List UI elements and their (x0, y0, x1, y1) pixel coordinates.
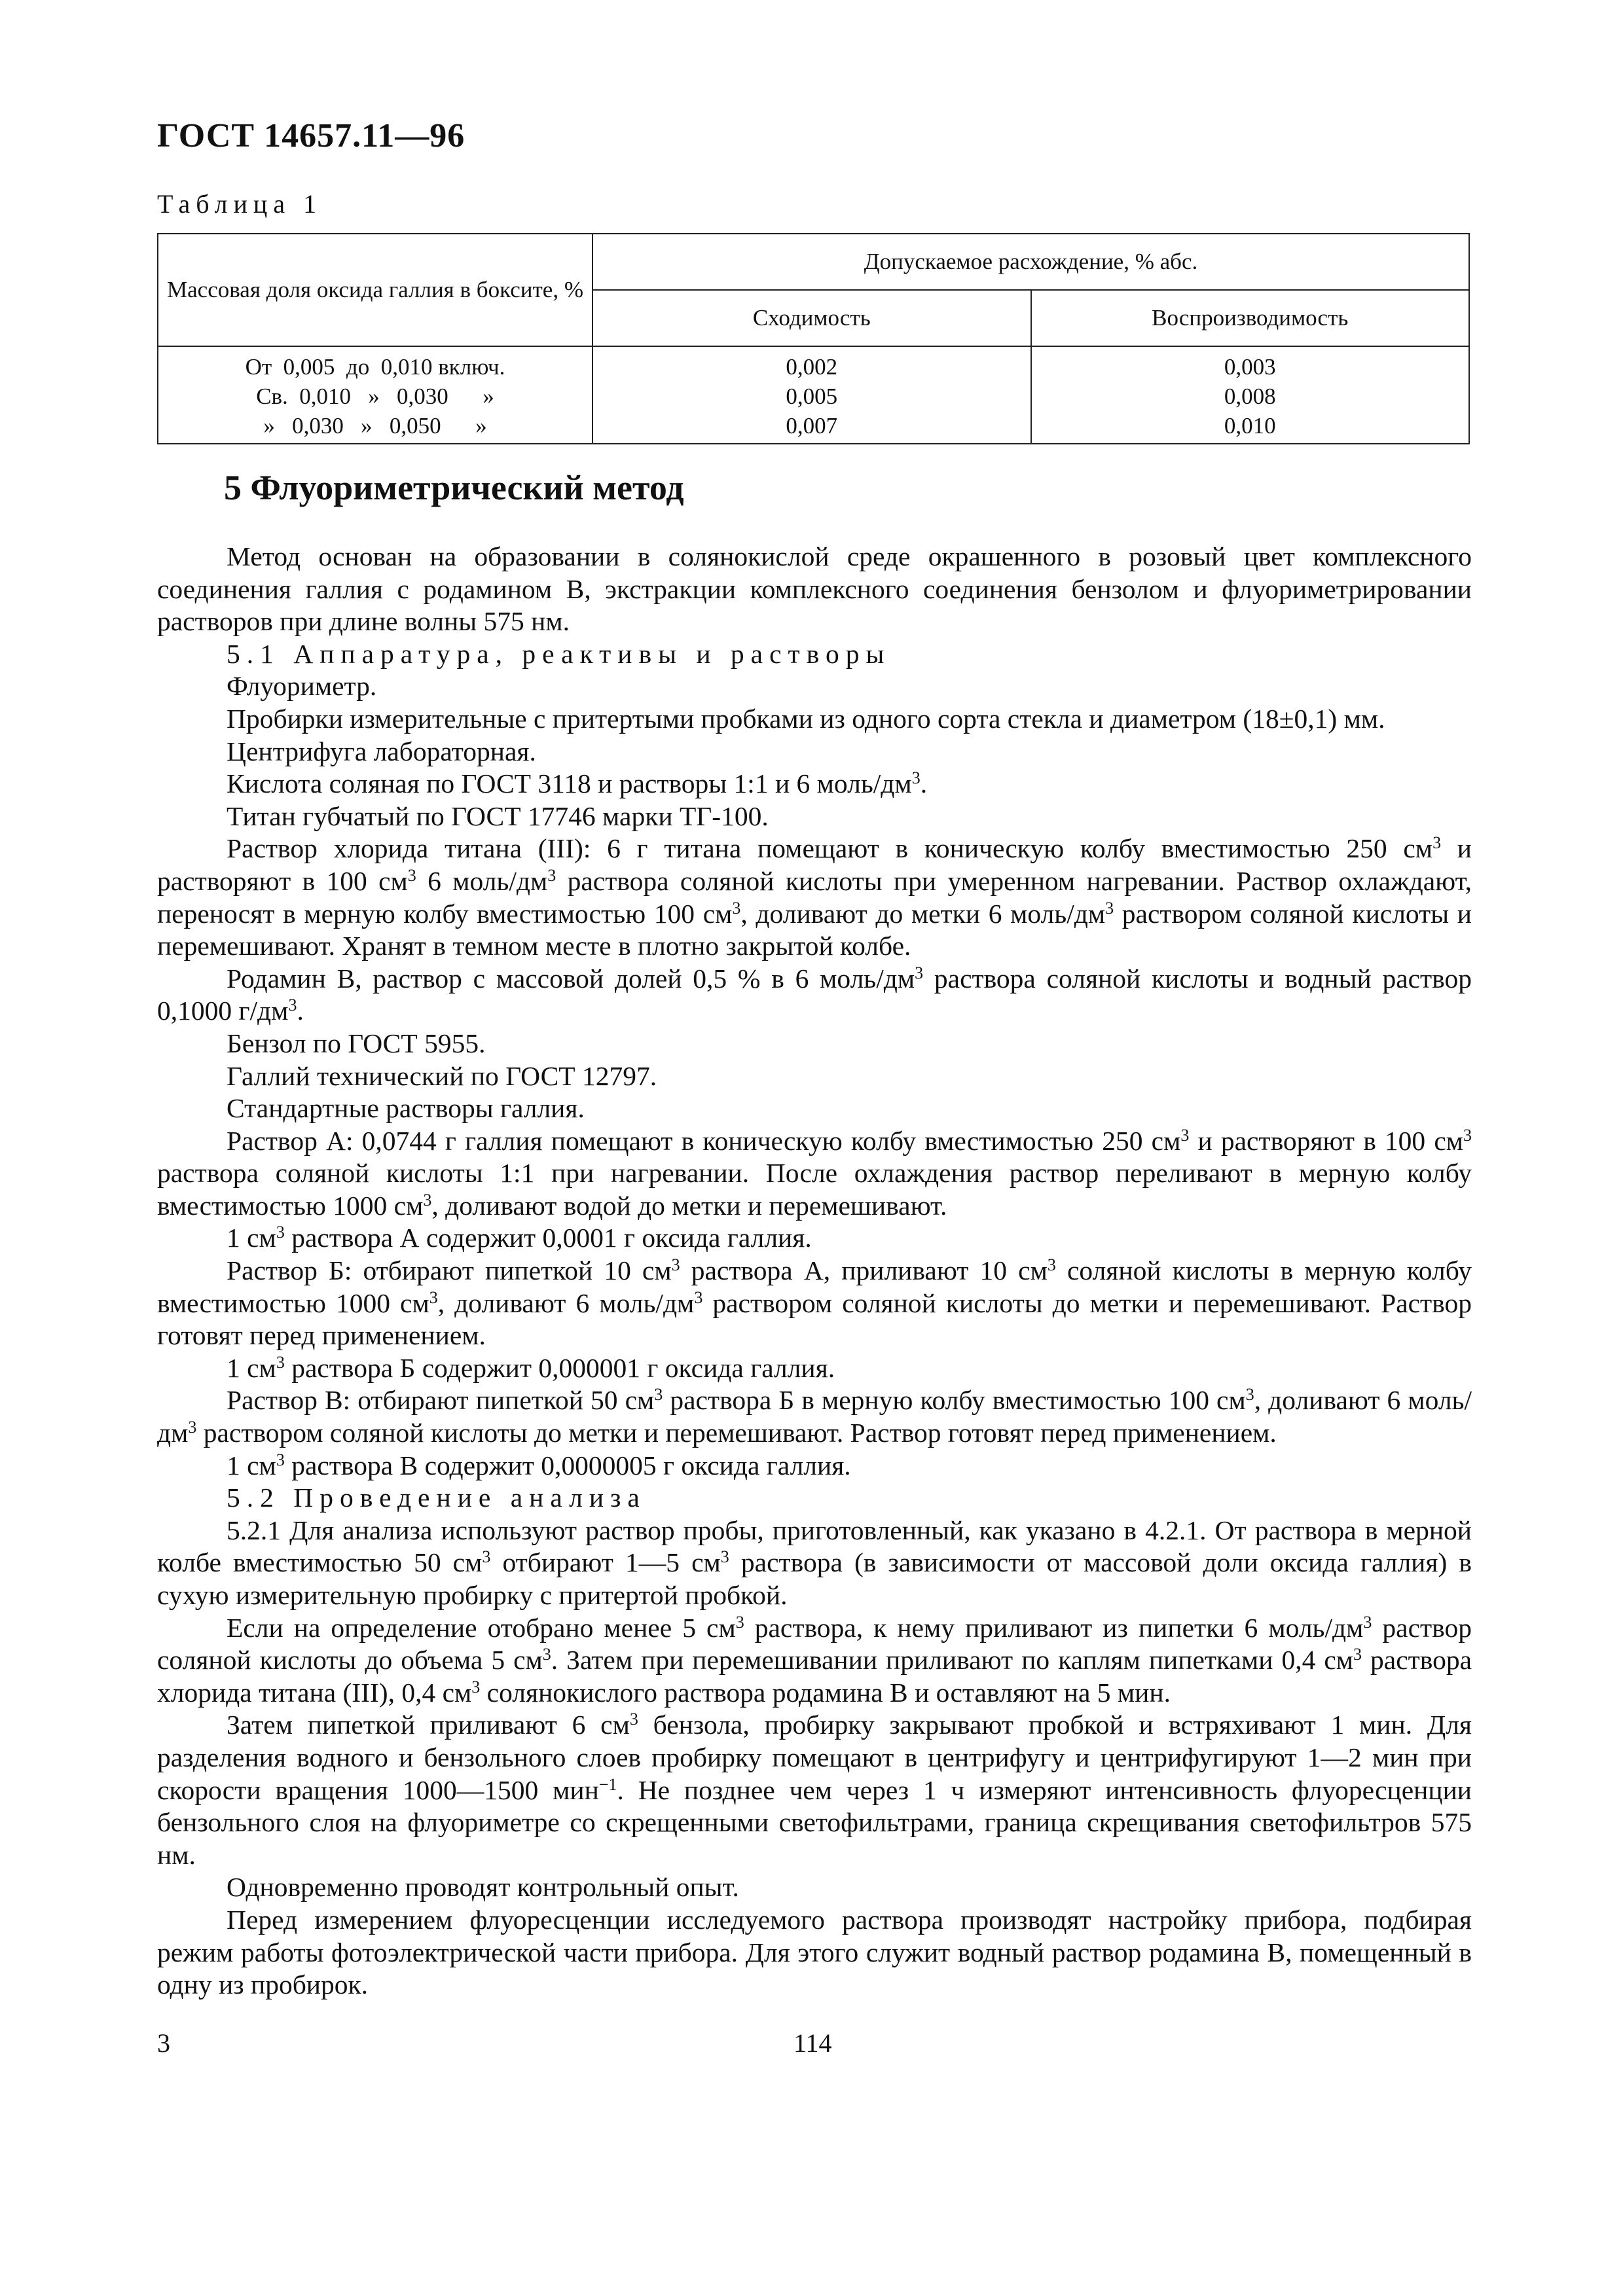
subsection-heading-analysis: 5.2 Проведение анализа (227, 1482, 646, 1513)
paragraph-centrifuge: Центрифуга лабораторная. (227, 736, 536, 766)
paragraph-tubes: Пробирки измерительные с притертыми пробками из одного сорта стекла и диаметром (18±0,1) мм. (227, 703, 1385, 734)
paragraph-solution-a: Раствор А: 0,0744 г галлия помещают в коническую колбу вместимостью 250 $см^3$ и растворяют в 100 $см^3$ раствора соляной кислоты 1:1 при нагревании. После охлаждения раствор переливают в мерную колбу вместимостью 1000 $см^3$, доливают водой до метки и перемешивают. (157, 1125, 1472, 1221)
paragraph-solution-b: Раствор Б: отбирают пипеткой 10 $см^3$ раствора А, приливают 10 $см^3$ соляной кислоты в мерную колбу вместимостью 1000 $см^3$, доливают 6 моль/$дм^3$ раствором соляной кислоты до метки и перемешивают. Раствор готовят перед применением. (157, 1255, 1472, 1351)
page-number-center: 114 (793, 2028, 832, 2058)
paragraph-benzene: Бензол по ГОСТ 5955. (227, 1028, 486, 1058)
column-header-mass-fraction: Массовая доля оксида галлия в боксите, % (158, 234, 593, 346)
row-label: » 0,030 » 0,050 » (263, 413, 487, 439)
paragraph-intro: Метод основан на образовании в солянокислой среде окрашенного в розовый цвет комплексного соединения галлия с родамином В, экстракции комплексного соединения бензолом и флуориметрировании растворов при длине волны 575 нм. (157, 541, 1472, 637)
convergence-value: 0,002 (786, 354, 838, 380)
paragraph-solution-a-content: 1 $см^3$ раствора А содержит 0,0001 г оксида галлия. (227, 1223, 812, 1253)
column-header-reproducibility: Воспроизводимость (1031, 290, 1470, 346)
paragraph-rhodamine: Родамин В, раствор с массовой долей 0,5 % в 6 моль/$дм^3$ раствора соляной кислоты и водный раствор 0,1000 $г/дм^3$. (157, 963, 1472, 1026)
reproducibility-value: 0,003 (1224, 354, 1276, 380)
paragraph-solution-b-content: 1 $см^3$ раствора Б содержит 0,000001 г оксида галлия. (227, 1352, 835, 1383)
paragraph-standard-solutions: Стандартные растворы галлия. (227, 1093, 585, 1124)
section-body (157, 541, 1472, 2001)
section-title: 5 Флуориметрический метод (224, 468, 684, 507)
convergence-value: 0,005 (786, 384, 838, 409)
paragraph-hcl: Кислота соляная по ГОСТ 3118 и растворы 1:1 и 6 моль/$дм^3$. (227, 768, 928, 799)
column-header-tolerance: Допускаемое расхождение, % абс. (593, 234, 1469, 290)
reproducibility-value: 0,008 (1224, 384, 1276, 409)
paragraph-instrument-setup: Перед измерением флуоресценции исследуемого раствора производят настройку прибора, подбирая режим работы фотоэлектрической части прибора. Для этого служит водный раствор родамина В, помещенный в одну из пробирок. (157, 1904, 1472, 2000)
table-caption: Таблица 1 (157, 189, 323, 219)
page-number-left: 3 (157, 2028, 170, 2058)
paragraph-less-than-5: Если на определение отобрано менее 5 $см^3$ раствора, к нему приливают из пипетки 6 моль/$дм^3$ раствор соляной кислоты до объема 5 $см^3$. Затем при перемешивании приливают по каплям пипетками 0,4 $см^3$ раствора хлорида титана (III), 0,4 $см^3$ солянокислого раствора родамина В и оставляют на 5 мин. (157, 1612, 1472, 1708)
row-label: От 0,005 до 0,010 включ. (245, 354, 505, 380)
table-row (158, 346, 1469, 444)
paragraph-titanium-chloride: Раствор хлорида титана (III): 6 г титана помещают в коническую колбу вместимостью 250 $см^3$ и растворяют в 100 $см^3$ 6 моль/$дм^3$ раствора соляной кислоты при умеренном нагревании. Раствор охлаждают, переносят в мерную колбу вместимостью 100 $см^3$, доливают до метки 6 моль/$дм^3$ раствором соляной кислоты и перемешивают. Хранят в темном месте в плотно закрытой колбе. (157, 833, 1472, 961)
convergence-values-cell (593, 346, 1031, 444)
paragraph-control-test: Одновременно проводят контрольный опыт. (227, 1872, 739, 1903)
subsection-heading-apparatus: 5.1 Аппаратура, реактивы и растворы (227, 638, 891, 669)
column-header-convergence: Сходимость (593, 290, 1031, 346)
reproducibility-values-cell (1031, 346, 1470, 444)
row-labels-cell (158, 346, 593, 444)
reproducibility-value: 0,010 (1224, 413, 1276, 439)
row-label: Св. 0,010 » 0,030 » (256, 384, 494, 409)
document-header: ГОСТ 14657.11—96 (157, 117, 465, 154)
paragraph-solution-v-content: 1 $см^3$ раствора В содержит 0,0000005 г оксида галлия. (227, 1450, 851, 1480)
paragraph-fluorimeter: Флуориметр. (227, 671, 377, 702)
paragraph-gallium: Галлий технический по ГОСТ 12797. (227, 1060, 657, 1091)
paragraph-5-2-1: 5.2.1 Для анализа используют раствор пробы, приготовленный, как указано в 4.2.1. От раствора в мерной колбе вместимостью 50 $см^3$ отбирают 1—5 $см^3$ раствора (в зависимости от массовой доли оксида галлия) в сухую измерительную пробирку с притертой пробкой. (157, 1515, 1472, 1610)
tolerance-table (157, 233, 1470, 444)
paragraph-titanium: Титан губчатый по ГОСТ 17746 марки ТГ-100. (227, 800, 769, 831)
paragraph-benzene-extraction: Затем пипеткой приливают 6 $см^3$ бензола, пробирку закрывают пробкой и встряхивают 1 мин. Для разделения водного и бензольного слоев пробирку помещают в центрифугу и центрифугируют 1—2 мин при скорости вращения 1000—1500 мин$^{-1}$. Не позднее чем через 1 ч измеряют интенсивность флуоресценции бензольного слоя на флуориметре со скрещенными светофильтрами, граница скрещивания светофильтров 575 нм. (157, 1710, 1472, 1870)
convergence-value: 0,007 (786, 413, 838, 439)
paragraph-solution-v: Раствор В: отбирают пипеткой 50 $см^3$ раствора Б в мерную колбу вместимостью 100 $см^3$, доливают 6 моль/$дм^3$ раствором соляной кислоты до метки и перемешивают. Раствор готовят перед применением. (157, 1385, 1472, 1448)
